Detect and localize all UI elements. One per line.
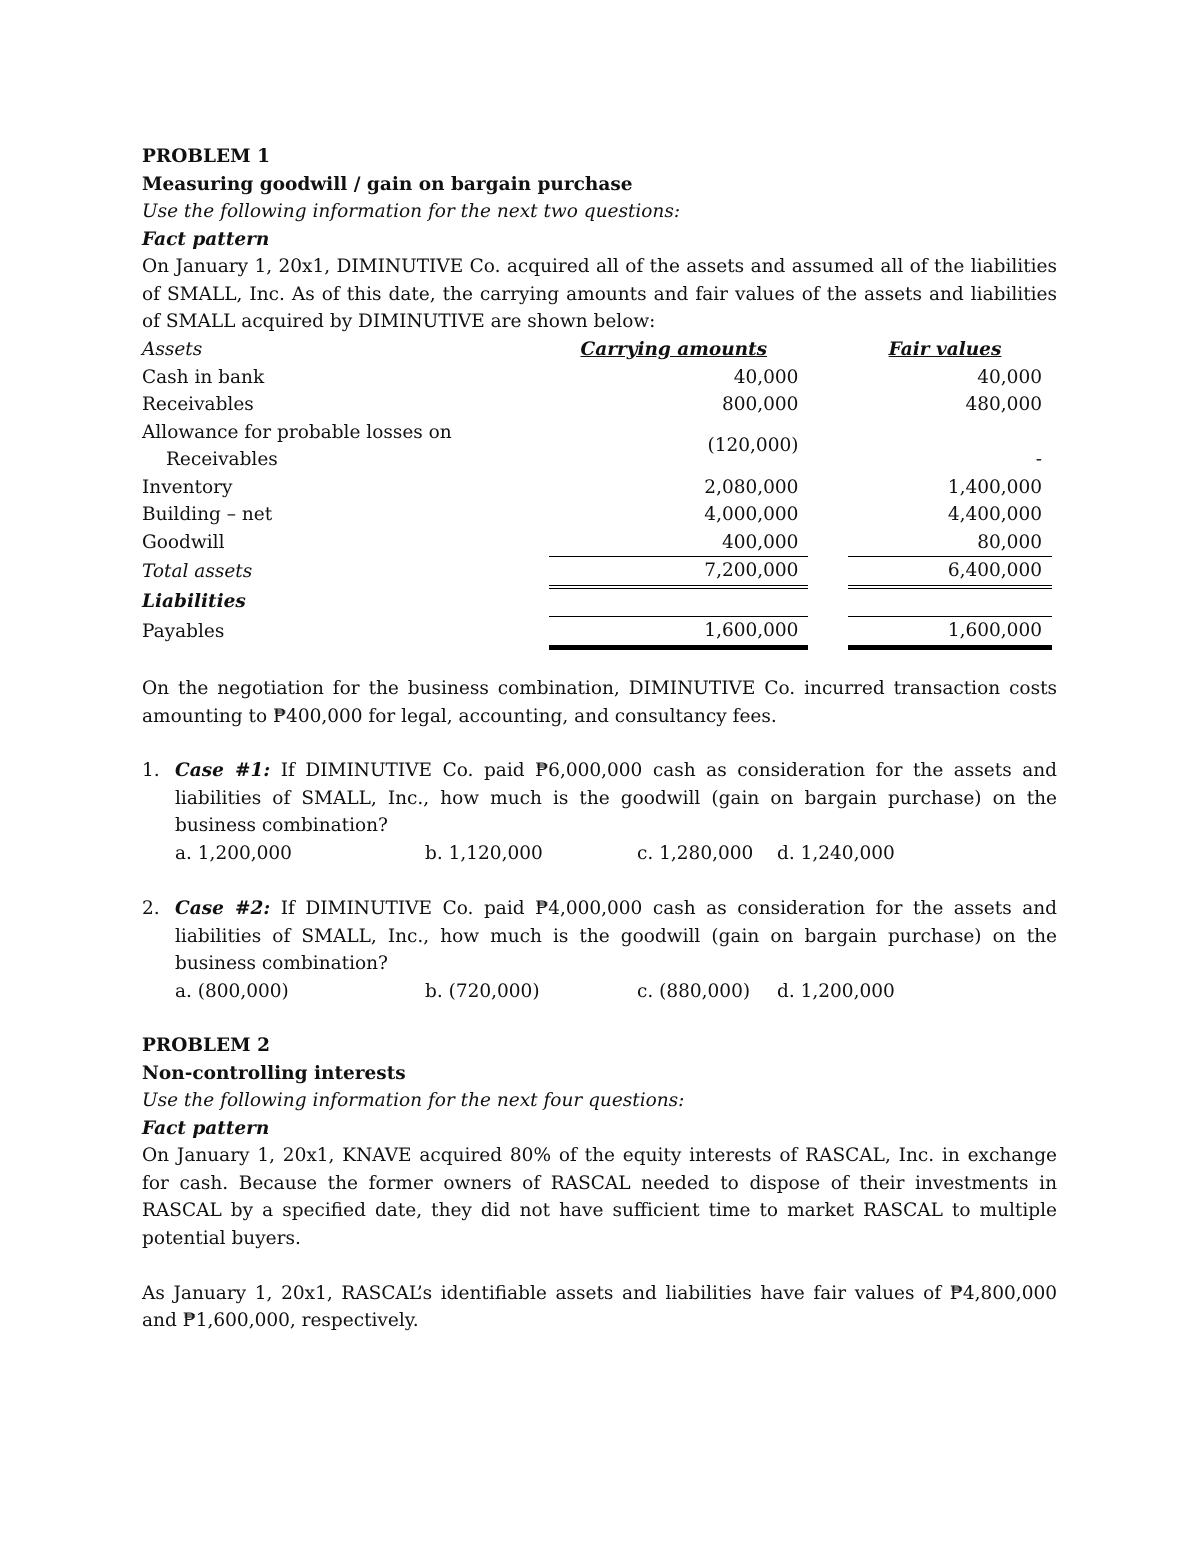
option-b[interactable]: b. (720,000)	[425, 980, 540, 1002]
carrying-value: (120,000)	[707, 435, 799, 457]
carrying-header: Carrying amounts	[580, 339, 768, 360]
option-d[interactable]: d. 1,200,000	[777, 980, 895, 1002]
problem-2-intro: Use the following information for the next four questions:	[142, 1090, 685, 1111]
problem-1-fact-paragraph: On January 1, 20x1, DIMINUTIVE Co. acquired all of the assets and assumed all of the liabilities of SMALL, Inc. As of this date, the carrying amounts and fair values of the assets and liabilities of SMALL acquired by DIMINUTIVE are shown below:	[142, 256, 1057, 332]
transaction-costs-paragraph: On the negotiation for the business combination, DIMINUTIVE Co. incurred transaction costs amounting to ₱400,000 for legal, accounting, and consultancy fees.	[142, 678, 1057, 727]
option-c[interactable]: c. 1,280,000	[637, 842, 754, 864]
question-number: 1.	[142, 760, 160, 781]
liabilities-header-row	[142, 587, 1052, 617]
total-row	[142, 557, 1052, 587]
row-label-continued: Receivables	[166, 449, 278, 470]
table-row	[142, 419, 1052, 474]
option-a[interactable]: a. (800,000)	[175, 980, 289, 1002]
fair-value: -	[1035, 449, 1042, 470]
fair-value: 1,600,000	[848, 617, 1052, 648]
row-label: Receivables	[142, 394, 254, 415]
option-b[interactable]: b. 1,120,000	[425, 842, 543, 864]
row-label: Building – net	[142, 504, 273, 525]
problem-2-fact-heading: Fact pattern	[142, 1117, 270, 1139]
problem-2-title: PROBLEM 2	[142, 1035, 270, 1056]
fair-value: 40,000	[977, 366, 1042, 388]
fair-value: 4,400,000	[947, 504, 1042, 525]
case-label: Case #1:	[175, 760, 271, 781]
fair-header: Fair values	[888, 339, 1002, 360]
fair-value: 80,000	[977, 531, 1042, 553]
row-label: Total assets	[142, 560, 253, 582]
assets-table	[142, 336, 1052, 650]
question-2	[142, 895, 1057, 1005]
problem-2-fact-paragraph: On January 1, 20x1, KNAVE acquired 80% of the equity interests of RASCAL, Inc. in exchange for cash. Because the former owners of RASCAL needed to dispose of their investments in RASCAL by a specified date, they did not have sufficient time to market RASCAL to multiple potential buyers.	[142, 1145, 1057, 1249]
problem-2-section	[142, 1032, 1057, 1335]
problem-1-fact-heading: Fact pattern	[142, 228, 270, 250]
carrying-value: 400,000	[721, 531, 799, 553]
problem-1-intro: Use the following information for the next two questions:	[142, 201, 681, 222]
question-text: If DIMINUTIVE Co. paid ₱4,000,000 cash as consideration for the assets and liabilities of SMALL, Inc., how much is the goodwill (gain on bargain purchase) on the business combination?	[175, 898, 1057, 974]
table-row	[142, 364, 1052, 392]
problem-2-fair-values-paragraph: As January 1, 20x1, RASCAL’s identifiable assets and liabilities have fair values of ₱4,800,000 and ₱1,600,000, respectively.	[142, 1282, 1057, 1331]
problem-1-header	[142, 143, 1057, 336]
carrying-total: 7,200,000	[549, 557, 808, 587]
option-c[interactable]: c. (880,000)	[637, 980, 751, 1002]
case-label: Case #2:	[175, 898, 271, 919]
carrying-value: 40,000	[733, 366, 799, 388]
fair-value: 1,400,000	[947, 476, 1042, 498]
row-label: Cash in bank	[142, 366, 265, 388]
liabilities-label: Liabilities	[142, 590, 246, 612]
table-row	[142, 617, 1052, 648]
problem-1-title: PROBLEM 1	[142, 146, 270, 167]
table-row	[142, 474, 1052, 502]
row-label: Goodwill	[142, 531, 225, 553]
carrying-value: 800,000	[721, 394, 799, 415]
fair-total: 6,400,000	[848, 557, 1052, 587]
table-row	[142, 391, 1052, 419]
row-label: Allowance for probable losses on	[142, 421, 452, 443]
problem-1-subtitle: Measuring goodwill / gain on bargain purchase	[142, 173, 633, 195]
carrying-value: 4,000,000	[704, 504, 799, 525]
problem-2-subtitle: Non-controlling interests	[142, 1062, 406, 1084]
option-a[interactable]: a. 1,200,000	[175, 842, 292, 864]
row-label: Payables	[142, 621, 225, 642]
question-1	[142, 757, 1057, 867]
question-text: If DIMINUTIVE Co. paid ₱6,000,000 cash as consideration for the assets and liabilities of SMALL, Inc., how much is the goodwill (gain on bargain purchase) on the business combination?	[175, 760, 1057, 836]
assets-header: Assets	[142, 339, 203, 360]
carrying-value: 2,080,000	[704, 476, 799, 498]
table-row	[142, 501, 1052, 529]
table-row	[142, 529, 1052, 557]
carrying-value: 1,600,000	[549, 617, 808, 648]
row-label: Inventory	[142, 476, 233, 498]
question-number: 2.	[142, 898, 160, 919]
option-d[interactable]: d. 1,240,000	[777, 842, 895, 864]
fair-value: 480,000	[965, 394, 1042, 415]
